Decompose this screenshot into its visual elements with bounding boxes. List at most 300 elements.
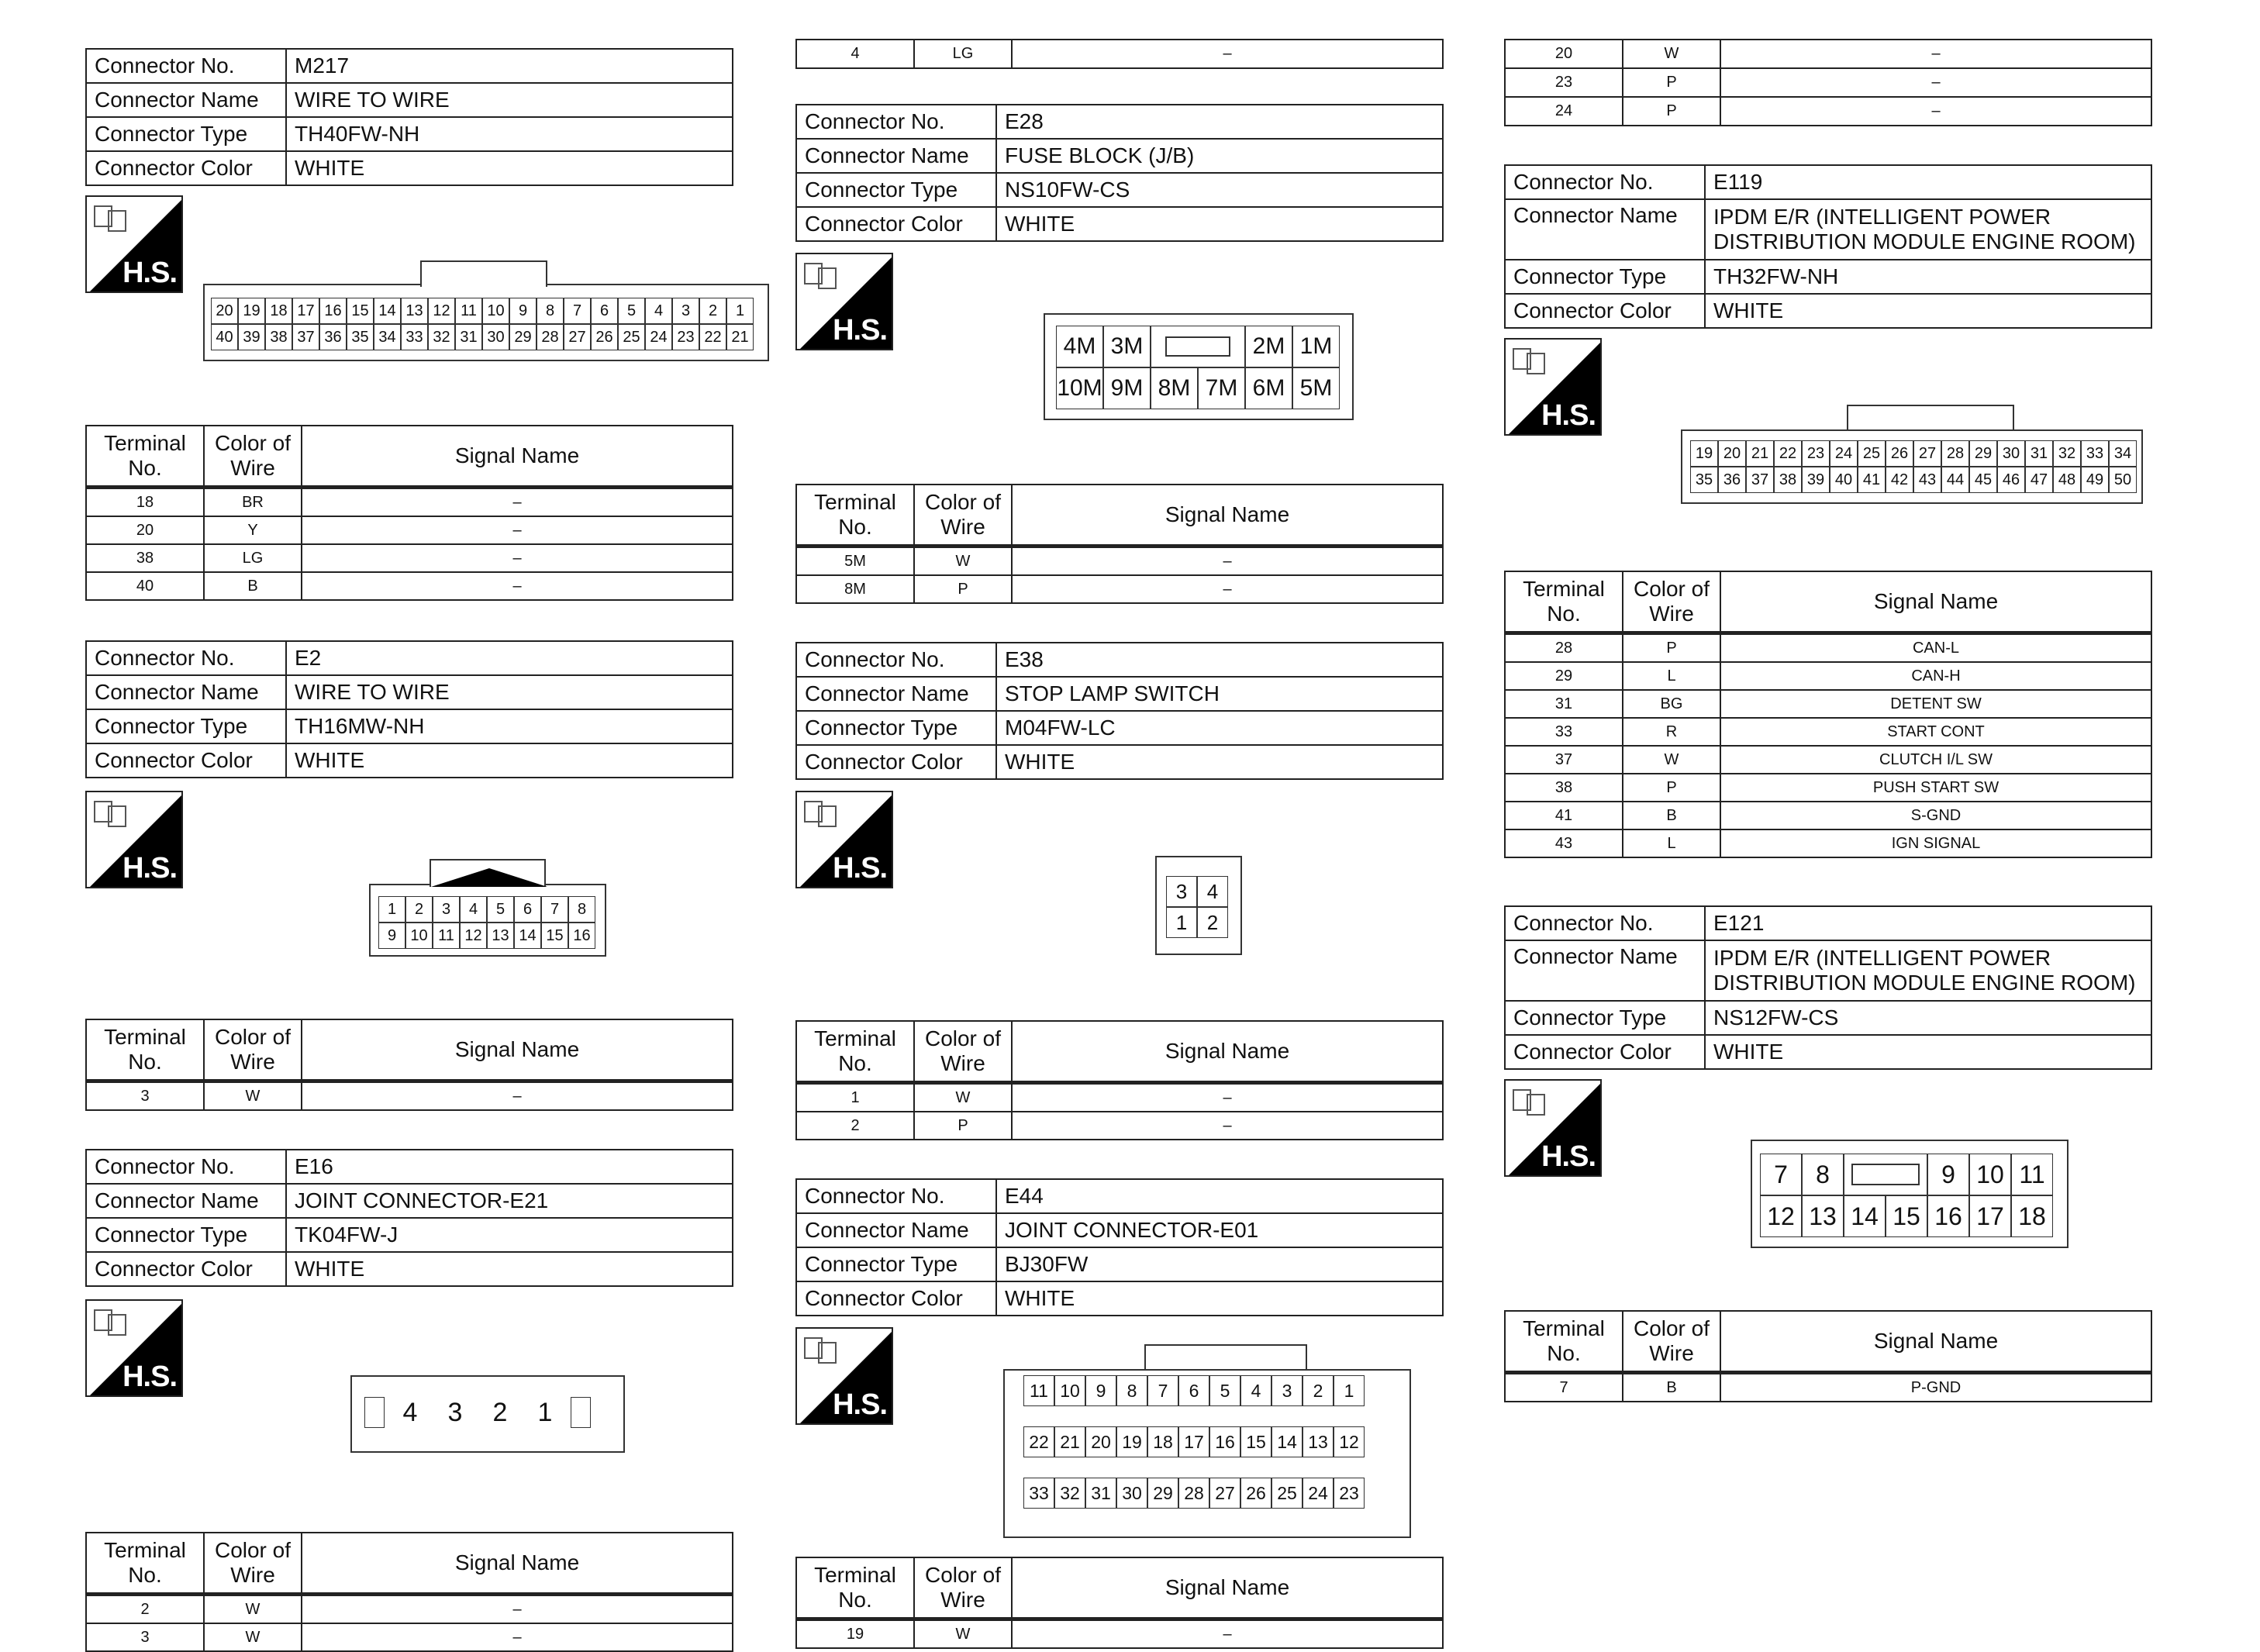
connector-type-label: Connector Type: [1505, 1001, 1705, 1035]
pin: 8: [1116, 1375, 1147, 1406]
pin: 13: [487, 923, 514, 949]
pin: 23: [672, 324, 699, 350]
connector-type-value: TH32FW-NH: [1705, 260, 2151, 294]
pin: 27: [564, 324, 591, 350]
wire-header: Color of Wire: [1623, 1311, 1720, 1373]
signal-header: Signal Name: [302, 1019, 733, 1081]
pin-grid-e119: [1690, 440, 2137, 493]
terminal-cell: 40: [86, 572, 204, 600]
connector-latch: [430, 859, 546, 887]
hs-label: H.S.: [833, 852, 887, 885]
pin: 25: [618, 324, 645, 350]
pin: 1: [726, 298, 754, 324]
connector-color-value: WHITE: [996, 1281, 1443, 1316]
pin: 27: [1209, 1478, 1240, 1509]
connector-name-value: WIRE TO WIRE: [286, 675, 733, 709]
pin: 12: [1334, 1426, 1365, 1457]
signal-name-cell: START CONT: [1720, 718, 2151, 746]
signal-header: Signal Name: [1012, 1557, 1443, 1619]
table-row: [1505, 746, 2151, 774]
end-slot: [364, 1397, 385, 1428]
terminal-cell: 4: [796, 40, 914, 68]
connector-no-value: M217: [286, 49, 733, 83]
signal-name-cell: –: [1012, 1083, 1443, 1112]
pin: 10: [405, 923, 433, 949]
pin: 46: [1997, 467, 2025, 493]
connector-color-label: Connector Color: [796, 207, 996, 241]
wire-color-cell: P: [1623, 774, 1720, 802]
connector-name-value: STOP LAMP SWITCH: [996, 677, 1443, 711]
terminal-header: Terminal No.: [1505, 571, 1623, 633]
pin-grid-m217: [211, 298, 754, 350]
connector-color-label: Connector Color: [86, 743, 286, 778]
pin: 40: [211, 324, 238, 350]
terminal-cell: 28: [1505, 633, 1623, 663]
pin: 10: [1969, 1154, 2011, 1195]
pin: 2: [1303, 1375, 1334, 1406]
connector-color-label: Connector Color: [86, 1252, 286, 1286]
connector-type-value: NS12FW-CS: [1705, 1001, 2151, 1035]
pin: 36: [319, 324, 347, 350]
signal-header: Signal Name: [1720, 1311, 2151, 1373]
wire-color-cell: W: [204, 1623, 302, 1651]
pin: 21: [1054, 1426, 1085, 1457]
table-row: [796, 1083, 1443, 1112]
connector-color-label: Connector Color: [1505, 294, 1705, 328]
signal-name-cell: –: [302, 544, 733, 572]
signal-header: Signal Name: [1012, 1021, 1443, 1083]
wire-color-cell: W: [204, 1081, 302, 1111]
pin: 34: [2109, 440, 2137, 467]
table-row: [86, 544, 733, 572]
terminal-cell: 19: [796, 1619, 914, 1649]
wire-header: Color of Wire: [204, 1533, 302, 1595]
right-column: [1504, 0, 2171, 1651]
signal-name-cell: –: [1720, 97, 2151, 126]
terminal-cell: 31: [1505, 690, 1623, 718]
pin: 7M: [1198, 367, 1245, 409]
terminal-cell: 33: [1505, 718, 1623, 746]
pin: 50: [2109, 467, 2137, 493]
connector-name-label: Connector Name: [1505, 199, 1705, 260]
table-row: [796, 1112, 1443, 1140]
hs-harness-side-icon: [795, 791, 893, 888]
pin: 15: [541, 923, 568, 949]
signal-name-cell: –: [302, 1623, 733, 1651]
pin: 9: [509, 298, 537, 324]
pin: 12: [460, 923, 487, 949]
pin: 19: [1116, 1426, 1147, 1457]
connector-type-value: TH40FW-NH: [286, 117, 733, 151]
connector-no-value: E28: [996, 105, 1443, 139]
continued-row-table: [795, 39, 1444, 69]
terminal-cell: 18: [86, 488, 204, 517]
terminal-header: Terminal No.: [1505, 1311, 1623, 1373]
table-row: [796, 575, 1443, 603]
pin: 11: [455, 298, 482, 324]
pin: 39: [1802, 467, 1830, 493]
signal-name-cell: –: [302, 1595, 733, 1624]
pin-grid-e16: [361, 1389, 594, 1436]
signal-name-cell: –: [1720, 68, 2151, 97]
pin: 2: [1197, 907, 1228, 938]
pin: 28: [537, 324, 564, 350]
pin: 5: [1209, 1375, 1240, 1406]
connector-info-e119: [1504, 164, 2152, 329]
pin: 17: [1178, 1426, 1209, 1457]
connector-info-e2: [85, 640, 733, 778]
pin: 1: [1166, 907, 1197, 938]
connector-name-label: Connector Name: [86, 1184, 286, 1218]
hs-label: H.S.: [122, 1361, 177, 1393]
pin: 22: [1774, 440, 1802, 467]
connector-no-value: E119: [1705, 165, 2151, 199]
terminal-cell: 20: [1505, 40, 1623, 68]
terminal-table-e38: [795, 1020, 1444, 1140]
connector-info-e44: [795, 1178, 1444, 1316]
signal-name-cell: –: [302, 488, 733, 517]
pin: 14: [1271, 1426, 1303, 1457]
pin: 2M: [1245, 326, 1292, 367]
signal-cell: –: [1012, 40, 1443, 68]
pin: 2: [492, 1397, 508, 1427]
pin: 8: [568, 896, 595, 923]
pin: 18: [1147, 1426, 1178, 1457]
pin: 15: [1240, 1426, 1271, 1457]
pin: 4: [645, 298, 672, 324]
wire-color-cell: W: [204, 1595, 302, 1624]
pin: 8: [1802, 1154, 1844, 1195]
pin: 40: [1830, 467, 1858, 493]
table-row: [1505, 802, 2151, 829]
wire-header: Color of Wire: [914, 1557, 1012, 1619]
left-column: [85, 0, 752, 1651]
pin: 2: [699, 298, 726, 324]
pin: 22: [1023, 1426, 1054, 1457]
pin: 13: [1802, 1195, 1844, 1237]
table-row: [86, 1623, 733, 1651]
terminal-cell: 2: [86, 1595, 204, 1624]
connector-color-label: Connector Color: [796, 745, 996, 779]
connector-type-value: BJ30FW: [996, 1247, 1443, 1281]
terminal-table-e16: [85, 1532, 733, 1652]
connector-latch: [1847, 405, 2014, 431]
wire-header: Color of Wire: [914, 1021, 1012, 1083]
pin-grid-e44: [1023, 1375, 1365, 1509]
pin: 22: [699, 324, 726, 350]
connector-color-value: WHITE: [286, 743, 733, 778]
connector-no-value: E16: [286, 1150, 733, 1184]
terminal-cell: 37: [1505, 746, 1623, 774]
pin: 3: [447, 1397, 463, 1427]
hs-label: H.S.: [1541, 1140, 1596, 1173]
pin: 9M: [1103, 367, 1151, 409]
terminal-cell: 38: [1505, 774, 1623, 802]
connector-no-label: Connector No.: [86, 641, 286, 675]
hs-harness-side-icon: [795, 1327, 893, 1425]
pin: 16: [319, 298, 347, 324]
table-row: [1505, 662, 2151, 690]
pin: 15: [347, 298, 374, 324]
table-row: [1505, 68, 2151, 97]
table-row: [1505, 718, 2151, 746]
pin: 5M: [1292, 367, 1340, 409]
pin-grid-e28: [1056, 326, 1340, 409]
terminal-cell: 41: [1505, 802, 1623, 829]
signal-header: Signal Name: [1012, 485, 1443, 547]
wire-color-cell: LG: [204, 544, 302, 572]
connector-color-value: WHITE: [1705, 294, 2151, 328]
pin: 12: [428, 298, 455, 324]
connector-no-label: Connector No.: [796, 1179, 996, 1213]
pin: 16: [568, 923, 595, 949]
connector-color-value: WHITE: [996, 207, 1443, 241]
pin: 20: [1718, 440, 1746, 467]
connector-no-value: E2: [286, 641, 733, 675]
wire-color-cell: W: [914, 1083, 1012, 1112]
connector-color-label: Connector Color: [1505, 1035, 1705, 1069]
pin: 9: [1085, 1375, 1116, 1406]
pin: 4: [1197, 876, 1228, 907]
pin: 10: [482, 298, 509, 324]
wire-color-cell: Y: [204, 516, 302, 544]
connector-name-label: Connector Name: [796, 1213, 996, 1247]
signal-header: Signal Name: [302, 1533, 733, 1595]
terminal-table-m217: [85, 425, 733, 601]
pin: 20: [211, 298, 238, 324]
pin: 28: [1178, 1478, 1209, 1509]
wire-header: Color of Wire: [204, 1019, 302, 1081]
pin: 1: [537, 1397, 553, 1427]
pin: 8: [537, 298, 564, 324]
connector-name-label: Connector Name: [796, 139, 996, 173]
pin: 29: [1969, 440, 1997, 467]
pin: 4: [402, 1397, 418, 1427]
signal-name-cell: –: [1012, 1112, 1443, 1140]
connector-type-label: Connector Type: [796, 1247, 996, 1281]
wire-color-cell: W: [914, 1619, 1012, 1649]
pin: 6: [1178, 1375, 1209, 1406]
pin: 15: [1886, 1195, 1927, 1237]
pin: 17: [292, 298, 319, 324]
terminal-table-e28: [795, 484, 1444, 604]
pin: 7: [541, 896, 568, 923]
terminal-cell: 29: [1505, 662, 1623, 690]
wire-color-cell: B: [1623, 1373, 1720, 1402]
terminal-cell: 1: [796, 1083, 914, 1112]
table-row: [1505, 690, 2151, 718]
pin: 23: [1802, 440, 1830, 467]
pin: 1: [1334, 1375, 1365, 1406]
connector-type-label: Connector Type: [796, 173, 996, 207]
pin: 41: [1858, 467, 1886, 493]
signal-header: Signal Name: [1720, 571, 2151, 633]
pin: 24: [1830, 440, 1858, 467]
pin: 5: [487, 896, 514, 923]
connector-info-e38: [795, 642, 1444, 780]
key-slot: [1151, 326, 1245, 367]
pin-grid-e38: [1166, 876, 1228, 938]
pin: 6M: [1245, 367, 1292, 409]
pin: 18: [265, 298, 292, 324]
pin: 10M: [1056, 367, 1103, 409]
pin: 13: [1303, 1426, 1334, 1457]
key-slot: [1844, 1154, 1927, 1195]
pin: 39: [238, 324, 265, 350]
signal-name-cell: CLUTCH I/L SW: [1720, 746, 2151, 774]
pin: 3: [1166, 876, 1197, 907]
wire-color-cell: W: [1623, 40, 1720, 68]
pin: 29: [1147, 1478, 1178, 1509]
signal-name-cell: CAN-H: [1720, 662, 2151, 690]
table-row: [86, 1081, 733, 1111]
connector-name-label: Connector Name: [86, 675, 286, 709]
connector-no-label: Connector No.: [86, 49, 286, 83]
connector-no-label: Connector No.: [1505, 906, 1705, 940]
connector-name-label: Connector Name: [86, 83, 286, 117]
terminal-cell: 43: [1505, 829, 1623, 857]
terminal-table-e119: [1504, 571, 2152, 858]
signal-name-cell: –: [302, 1081, 733, 1111]
pin: 29: [509, 324, 537, 350]
pin: 11: [433, 923, 460, 949]
pin: 42: [1886, 467, 1913, 493]
wire-color-cell: B: [1623, 802, 1720, 829]
wire-color-cell: P: [914, 575, 1012, 603]
terminal-cell: 3: [86, 1623, 204, 1651]
pin: 4: [1240, 1375, 1271, 1406]
terminal-header: Terminal No.: [86, 1533, 204, 1595]
pin: 4: [460, 896, 487, 923]
pin: 32: [428, 324, 455, 350]
connector-name-value: JOINT CONNECTOR-E01: [996, 1213, 1443, 1247]
hs-label: H.S.: [122, 257, 177, 289]
hs-label: H.S.: [833, 1388, 887, 1421]
pin: 33: [2081, 440, 2109, 467]
connector-info-e28: [795, 104, 1444, 242]
pin: 9: [1927, 1154, 1969, 1195]
table-row: [796, 547, 1443, 576]
terminal-cell: 7: [1505, 1373, 1623, 1402]
pin: 31: [455, 324, 482, 350]
pin: 24: [645, 324, 672, 350]
pin-grid-e121: [1760, 1154, 2053, 1237]
pin: 1: [378, 896, 405, 923]
signal-name-cell: S-GND: [1720, 802, 2151, 829]
pin: 30: [1997, 440, 2025, 467]
pin: 44: [1941, 467, 1969, 493]
pin: 30: [482, 324, 509, 350]
signal-name-cell: DETENT SW: [1720, 690, 2151, 718]
wire-color-cell: B: [204, 572, 302, 600]
terminal-cell: 23: [1505, 68, 1623, 97]
table-row: [86, 1595, 733, 1624]
connector-name-value: FUSE BLOCK (J/B): [996, 139, 1443, 173]
wire-color-cell: R: [1623, 718, 1720, 746]
signal-name-cell: IGN SIGNAL: [1720, 829, 2151, 857]
terminal-cell: 2: [796, 1112, 914, 1140]
continued-rows-table: [1504, 39, 2152, 126]
signal-name-cell: P-GND: [1720, 1373, 2151, 1402]
pin: 10: [1054, 1375, 1085, 1406]
hs-harness-side-icon: [85, 195, 183, 293]
wire-color-cell: L: [1623, 662, 1720, 690]
pin: 20: [1085, 1426, 1116, 1457]
connector-name-value: IPDM E/R (INTELLIGENT POWER DISTRIBUTION MODULE ENGINE ROOM): [1705, 940, 2151, 1001]
pin: 16: [1209, 1426, 1240, 1457]
connector-color-value: WHITE: [1705, 1035, 2151, 1069]
table-row: [1505, 774, 2151, 802]
pin: 31: [1085, 1478, 1116, 1509]
pin: 21: [1746, 440, 1774, 467]
wire-color-cell: BR: [204, 488, 302, 517]
table-row: [86, 572, 733, 600]
wire-color-cell: P: [1623, 68, 1720, 97]
pin: 14: [1844, 1195, 1886, 1237]
hs-harness-side-icon: [85, 1299, 183, 1397]
signal-name-cell: CAN-L: [1720, 633, 2151, 663]
signal-name-cell: –: [1012, 547, 1443, 576]
pin: 4M: [1056, 326, 1103, 367]
pin: 17: [1969, 1195, 2011, 1237]
pin: 3M: [1103, 326, 1151, 367]
terminal-header: Terminal No.: [796, 1021, 914, 1083]
wire-color-cell: W: [1623, 746, 1720, 774]
pin: 43: [1913, 467, 1941, 493]
pin: 8M: [1151, 367, 1198, 409]
signal-name-cell: –: [302, 572, 733, 600]
pin: 27: [1913, 440, 1941, 467]
pin: 31: [2025, 440, 2053, 467]
pin: 6: [514, 896, 541, 923]
pin: 7: [1147, 1375, 1178, 1406]
connector-no-label: Connector No.: [796, 105, 996, 139]
terminal-cell: 20: [86, 516, 204, 544]
pin: 19: [238, 298, 265, 324]
pin: 32: [1054, 1478, 1085, 1509]
pin: 23: [1334, 1478, 1365, 1509]
wire-color-cell: W: [914, 547, 1012, 576]
wire-color-cell: L: [1623, 829, 1720, 857]
connector-type-label: Connector Type: [86, 1218, 286, 1252]
connector-name-value: IPDM E/R (INTELLIGENT POWER DISTRIBUTION MODULE ENGINE ROOM): [1705, 199, 2151, 260]
pin: 25: [1271, 1478, 1303, 1509]
pin: 35: [1690, 467, 1718, 493]
connector-info-m217: [85, 48, 733, 186]
pin: 7: [1760, 1154, 1802, 1195]
wire-color-cell: BG: [1623, 690, 1720, 718]
table-row: [1505, 829, 2151, 857]
connector-no-value: E44: [996, 1179, 1443, 1213]
connector-no-value: E121: [1705, 906, 2151, 940]
terminal-header: Terminal No.: [86, 426, 204, 488]
connector-type-value: TH16MW-NH: [286, 709, 733, 743]
pin: 37: [292, 324, 319, 350]
terminal-table-e44: [795, 1557, 1444, 1649]
pin: 16: [1927, 1195, 1969, 1237]
table-row: [86, 488, 733, 517]
pin: 45: [1969, 467, 1997, 493]
hs-harness-side-icon: [85, 791, 183, 888]
signal-name-cell: –: [1720, 40, 2151, 68]
terminal-header: Terminal No.: [796, 485, 914, 547]
pin: 12: [1760, 1195, 1802, 1237]
table-row: [796, 1619, 1443, 1649]
signal-header: Signal Name: [302, 426, 733, 488]
pin: 30: [1116, 1478, 1147, 1509]
hs-harness-side-icon: [1504, 1079, 1602, 1177]
wire-color-cell: P: [914, 1112, 1012, 1140]
